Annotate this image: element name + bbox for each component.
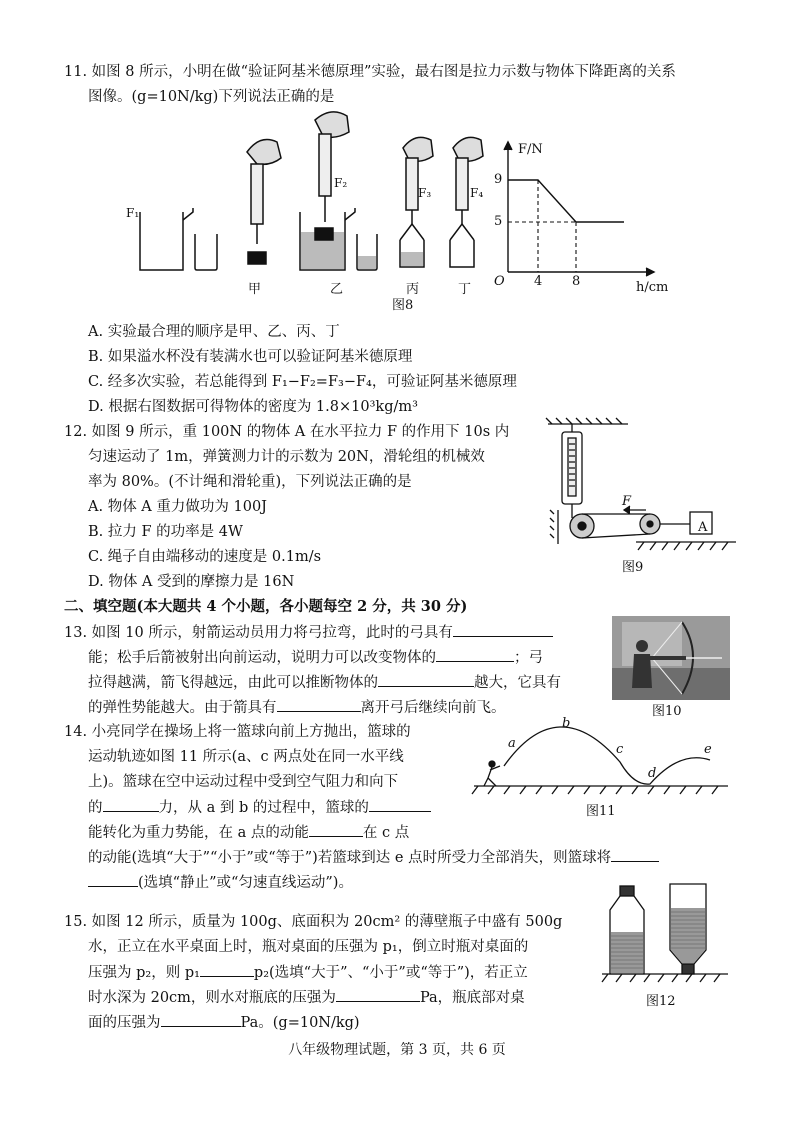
q15-blank-1[interactable] <box>200 962 254 977</box>
q14-blank-5[interactable] <box>88 872 138 887</box>
figure-9-caption: 图9 <box>622 560 644 575</box>
q11-option-d: D. 根据右图数据可得物体的密度为 1.8×10³kg/m³ <box>88 399 418 415</box>
q12-option-a: A. 物体 A 重力做功为 100J <box>88 499 267 515</box>
q15-line2: 水，正立在水平桌面上时，瓶对桌面的压强为 p₁，倒立时瓶对桌面的 <box>88 939 529 955</box>
q15-line3 <box>88 962 528 983</box>
graph-y-tick-5: 5 <box>494 214 503 229</box>
figure-8-apparatus <box>135 112 503 292</box>
q13-line2 <box>88 647 543 668</box>
section-2-heading: 二、填空题(本大题共 4 个小题，各小题每空 2 分，共 30 分) <box>64 598 468 615</box>
q12-stem-line2: 匀速运动了 1m，弹簧测力计的示数为 20N，滑轮组的机械效 <box>88 449 485 465</box>
q15-blank-3[interactable] <box>161 1012 241 1027</box>
q14-line6-text: 的动能(选填“大于”“小于”或“等于”)若篮球到达 e 点时所受力全部消失，则篮球将 <box>88 850 612 866</box>
q14-line2: 运动轨迹如图 11 所示(a、c 两点处在同一水平线 <box>88 749 404 765</box>
figure-8-caption: 图8 <box>392 298 414 313</box>
q15-line1: 15. 如图 12 所示，质量为 100g、底面积为 20cm² 的薄壁瓶子中盛有 500g <box>64 914 563 930</box>
q12-option-c: C. 绳子自由端移动的速度是 0.1m/s <box>88 549 322 565</box>
q13-blank-1[interactable] <box>453 622 553 637</box>
figure-11-caption: 图11 <box>586 804 616 819</box>
q14-line4 <box>88 797 431 818</box>
q14-line5 <box>88 822 409 843</box>
q15-line4-text-b: Pa，瓶底部对桌 <box>419 990 525 1006</box>
q14-line4-text-a: 的 <box>88 800 103 816</box>
figure-11-point-a: a <box>508 736 516 751</box>
q14-blank-3[interactable] <box>309 822 363 837</box>
figure-11-trajectory <box>470 710 734 800</box>
q12-stem-line1: 12. 如图 9 所示，重 100N 的物体 A 在水平拉力 F 的作用下 10s 内 <box>64 424 510 440</box>
q11-stem-line1: 11. 如图 8 所示，小明在做“验证阿基米德原理”实验，最右图是拉力示数与物体下降距离的关系 <box>64 64 676 80</box>
stage-label-yi: 乙 <box>330 282 344 297</box>
q15-line4 <box>88 987 525 1008</box>
q14-line1: 14. 小亮同学在操场上将一篮球向前上方抛出，篮球的 <box>64 724 411 740</box>
q13-blank-4[interactable] <box>277 697 361 712</box>
q11-stem-line2: 图像。(g=10N/kg)下列说法正确的是 <box>88 89 335 105</box>
q11-option-c: C. 经多次实验，若总能得到 F₁−F₂=F₃−F₄，可验证阿基米德原理 <box>88 374 517 390</box>
figure-11-point-d: d <box>648 766 657 781</box>
q13-line1 <box>64 622 553 643</box>
figure-8-graph <box>500 140 660 280</box>
graph-y-tick-9: 9 <box>494 172 503 187</box>
q12-stem-line3: 率为 80%。(不计绳和滑轮重)，下列说法正确的是 <box>88 474 412 490</box>
q14-line5-text-a: 能转化为重力势能，在 a 点的动能 <box>88 825 309 841</box>
stage-label-bing: 丙 <box>406 282 420 297</box>
figure-10-caption: 图10 <box>652 704 682 719</box>
q14-blank-2[interactable] <box>369 797 431 812</box>
force-label-f2: F₂ <box>334 176 348 190</box>
q11-option-b: B. 如果溢水杯没有装满水也可以验证阿基米德原理 <box>88 349 413 365</box>
q13-line2-text-b: ；弓 <box>514 650 543 666</box>
q15-line3-text-a: 压强为 p₂，则 p₁ <box>88 965 200 981</box>
figure-9-block-label: A <box>698 520 708 535</box>
q13-line4-text-a: 的弹性势能越大。由于箭具有 <box>88 700 277 716</box>
q15-line4-text-a: 时水深为 20cm，则水对瓶底的压强为 <box>88 990 336 1006</box>
figure-9-pulley-system <box>540 418 740 558</box>
q15-line5-text-b: Pa。(g=10N/kg) <box>240 1015 360 1031</box>
q12-option-d: D. 物体 A 受到的摩擦力是 16N <box>88 574 295 590</box>
stage-label-jia: 甲 <box>248 282 262 297</box>
q14-line7 <box>88 872 353 893</box>
q13-blank-2[interactable] <box>436 647 514 662</box>
force-label-f3: F₃ <box>418 186 432 200</box>
graph-x-axis-label: h/cm <box>636 280 669 295</box>
q13-line4 <box>88 697 506 718</box>
q13-line3 <box>88 672 561 693</box>
q14-line4-text-b: 力，从 a 到 b 的过程中，篮球的 <box>158 800 369 816</box>
q14-blank-4[interactable] <box>611 847 659 862</box>
force-label-f1: F₁ <box>126 206 140 220</box>
stage-label-ding: 丁 <box>458 282 472 297</box>
q15-line5-text-a: 面的压强为 <box>88 1015 161 1031</box>
graph-x-tick-8: 8 <box>572 274 581 289</box>
q15-blank-2[interactable] <box>336 987 420 1002</box>
figure-12-bottles <box>598 878 732 988</box>
figure-11-point-e: e <box>704 742 712 757</box>
q11-option-a: A. 实验最合理的顺序是甲、乙、丙、丁 <box>88 324 340 340</box>
graph-origin-label: O <box>494 274 505 289</box>
q14-line6 <box>88 847 659 868</box>
q14-line5-text-b: 在 c 点 <box>362 825 410 841</box>
force-label-f4: F₄ <box>470 186 484 200</box>
figure-9-force-label: F <box>622 494 632 509</box>
figure-11-point-b: b <box>562 716 571 731</box>
q15-line5 <box>88 1012 360 1033</box>
q12-option-b: B. 拉力 F 的功率是 4W <box>88 524 243 540</box>
figure-11-point-c: c <box>616 742 624 757</box>
q14-blank-1[interactable] <box>103 797 159 812</box>
q15-line3-text-b: p₂(选填“大于”、“小于”或“等于”)，若正立 <box>253 965 528 981</box>
q13-line2-text-a: 能；松手后箭被射出向前运动，说明力可以改变物体的 <box>88 650 436 666</box>
page-footer: 八年级物理试题，第 3 页，共 6 页 <box>288 1042 506 1058</box>
q13-line1-text: 13. 如图 10 所示，射箭运动员用力将弓拉弯，此时的弓具有 <box>64 625 453 641</box>
q13-line3-text-b: 越大，它具有 <box>474 675 561 691</box>
q14-line7-text: (选填“静止”或“匀速直线运动”)。 <box>138 875 353 891</box>
q14-line3: 上)。篮球在空中运动过程中受到空气阻力和向下 <box>88 774 399 790</box>
figure-12-caption: 图12 <box>646 994 676 1009</box>
graph-y-axis-label: F/N <box>518 142 543 157</box>
figure-10-archer-photo <box>612 616 730 700</box>
graph-x-tick-4: 4 <box>534 274 543 289</box>
q13-line3-text-a: 拉得越满，箭飞得越远，由此可以推断物体的 <box>88 675 378 691</box>
q13-blank-3[interactable] <box>378 672 474 687</box>
q13-line4-text-b: 离开弓后继续向前飞。 <box>360 700 506 716</box>
